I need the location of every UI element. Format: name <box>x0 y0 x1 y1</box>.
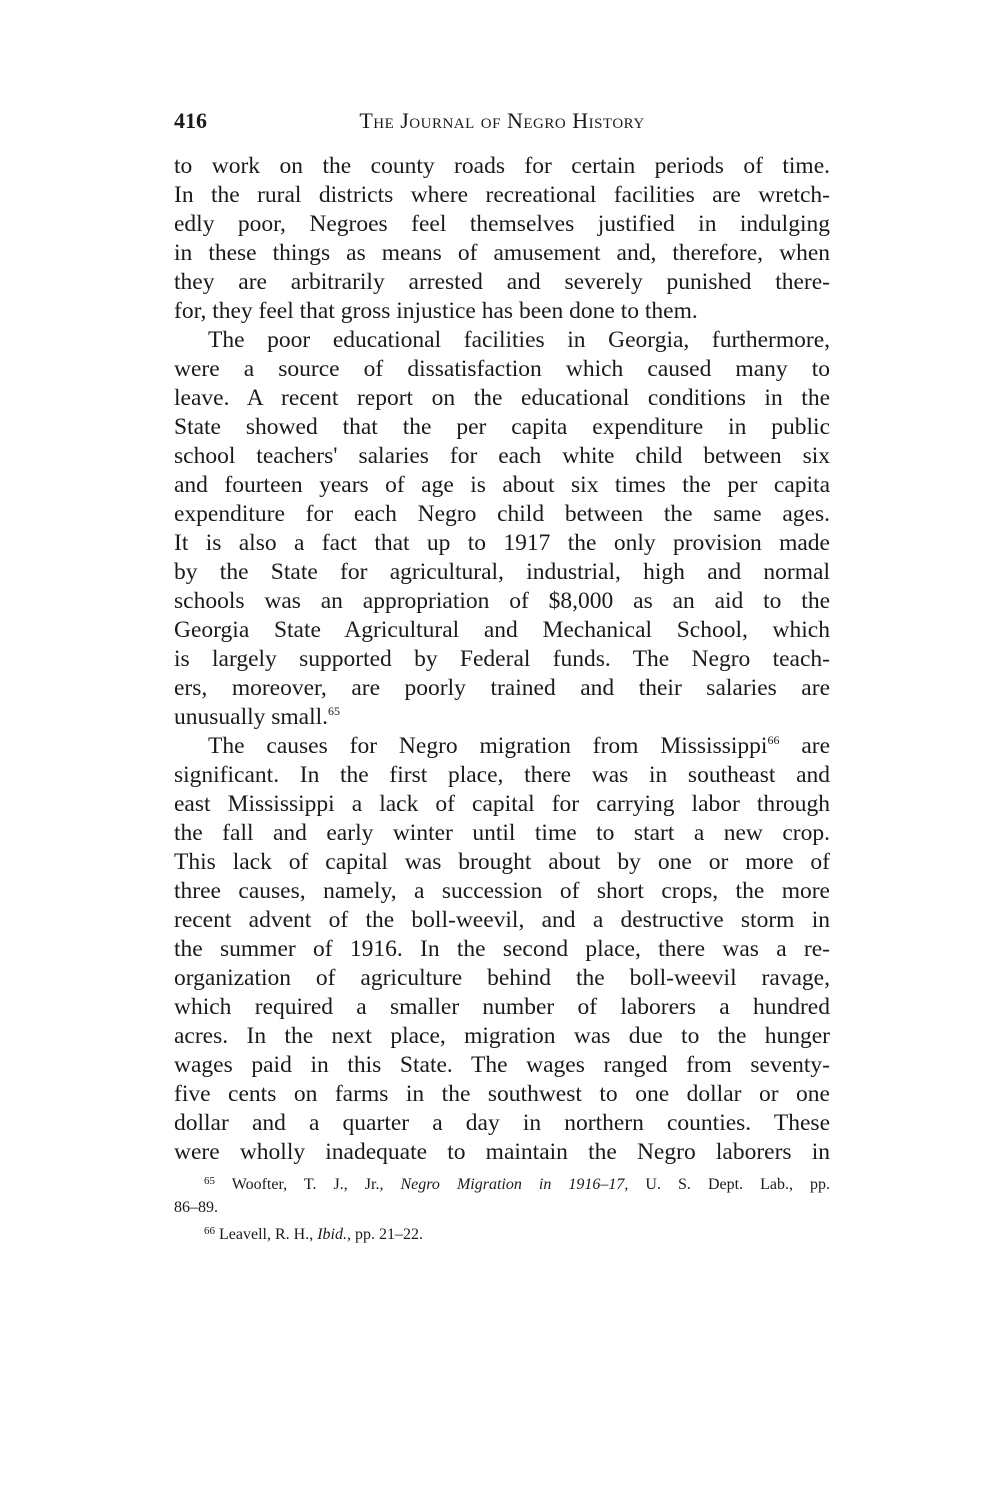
text-line: were wholly inadequate to maintain the Negro laborers in <box>174 1139 830 1165</box>
text-line: organization of agriculture behind the boll-weevil ravage, <box>174 965 830 991</box>
text-line: In the rural districts where recreational facilities are wretch- <box>174 182 830 208</box>
paragraph-1 <box>174 152 830 326</box>
text-line: is largely supported by Federal funds. The Negro teach- <box>174 646 830 672</box>
paragraph-3 <box>174 732 830 1167</box>
text-line: Georgia State Agricultural and Mechanical School, which <box>174 617 830 643</box>
footnote-ref-65[interactable]: 65 <box>328 704 341 718</box>
text-line: five cents on farms in the southwest to one dollar or one <box>174 1081 830 1107</box>
footnote-title: Ibid. <box>317 1226 347 1243</box>
text-line: It is also a fact that up to 1917 the only provision made <box>174 530 830 556</box>
text-line: recent advent of the boll-weevil, and a destructive storm in <box>174 907 830 933</box>
body-text <box>174 152 830 1167</box>
text-line: significant. In the first place, there was in southeast and <box>174 762 830 788</box>
text-line: the fall and early winter until time to start a new crop. <box>174 820 830 846</box>
text-fragment: unusually small. <box>174 704 329 730</box>
text-line: dollar and a quarter a day in northern counties. These <box>174 1110 830 1136</box>
text-line: This lack of capital was brought about by one or more of <box>174 849 830 875</box>
footnote-line <box>174 1223 830 1246</box>
text-line: schools was an appropriation of $8,000 as an aid to the <box>174 588 830 614</box>
footnotes <box>174 1173 830 1246</box>
text-line: in these things as means of amusement and, therefore, when <box>174 240 830 266</box>
running-title: The Journal of Negro History <box>359 108 645 133</box>
page-number: 416 <box>174 108 207 133</box>
text-fragment: The causes for Negro migration from Mississippi <box>208 733 768 759</box>
text-line: leave. A recent report on the educational conditions in the <box>174 385 830 411</box>
footnote-mark: 65 <box>204 1175 215 1187</box>
text-line: ers, moreover, are poorly trained and their salaries are <box>174 675 830 701</box>
text-line: State showed that the per capita expenditure in public <box>174 414 830 440</box>
footnote-ref-66[interactable]: 66 <box>767 733 780 747</box>
text-line <box>174 732 830 761</box>
footnote-rest: , pp. 21–22. <box>346 1226 423 1243</box>
text-line: The poor educational facilities in Georgia, furthermore, <box>208 327 830 353</box>
page-header <box>174 100 830 140</box>
text-line: acres. In the next place, migration was due to the hunger <box>174 1023 830 1049</box>
text-line: wages paid in this State. The wages ranged from seventy- <box>174 1052 830 1078</box>
footnote-author: Woofter, T. J., Jr., <box>215 1176 401 1193</box>
footnote-rest: , U. S. Dept. Lab., pp. <box>624 1176 831 1193</box>
text-line: edly poor, Negroes feel themselves justified in indulging <box>174 211 830 237</box>
text-line <box>174 703 830 732</box>
text-line: the summer of 1916. In the second place, there was a re- <box>174 936 830 962</box>
text-line: school teachers' salaries for each white child between six <box>174 443 830 469</box>
paragraph-2 <box>174 326 830 732</box>
text-line: which required a smaller number of laborers a hundred <box>174 994 830 1020</box>
text-line: expenditure for each Negro child between the same ages. <box>174 501 830 527</box>
footnote-66 <box>174 1223 830 1246</box>
footnote-65 <box>174 1173 830 1219</box>
text-line: for, they feel that gross injustice has been done to them. <box>174 298 698 324</box>
footnote-mark: 66 <box>204 1225 215 1237</box>
text-fragment: are <box>779 733 831 759</box>
footnote-title: Negro Migration in 1916–17 <box>400 1176 625 1193</box>
footnote-line <box>174 1173 830 1196</box>
text-line: were a source of dissatisfaction which caused many to <box>174 356 830 382</box>
footnote-line: 86–89. <box>174 1199 218 1216</box>
text-line: and fourteen years of age is about six times the per capita <box>174 472 830 498</box>
footnote-author: Leavell, R. H., <box>215 1226 318 1243</box>
text-line: to work on the county roads for certain periods of time. <box>174 153 830 179</box>
text-line: by the State for agricultural, industrial, high and normal <box>174 559 830 585</box>
document-page <box>174 100 830 1246</box>
text-line: three causes, namely, a succession of short crops, the more <box>174 878 830 904</box>
text-line: east Mississippi a lack of capital for carrying labor through <box>174 791 830 817</box>
text-line: they are arbitrarily arrested and severely punished there- <box>174 269 830 295</box>
